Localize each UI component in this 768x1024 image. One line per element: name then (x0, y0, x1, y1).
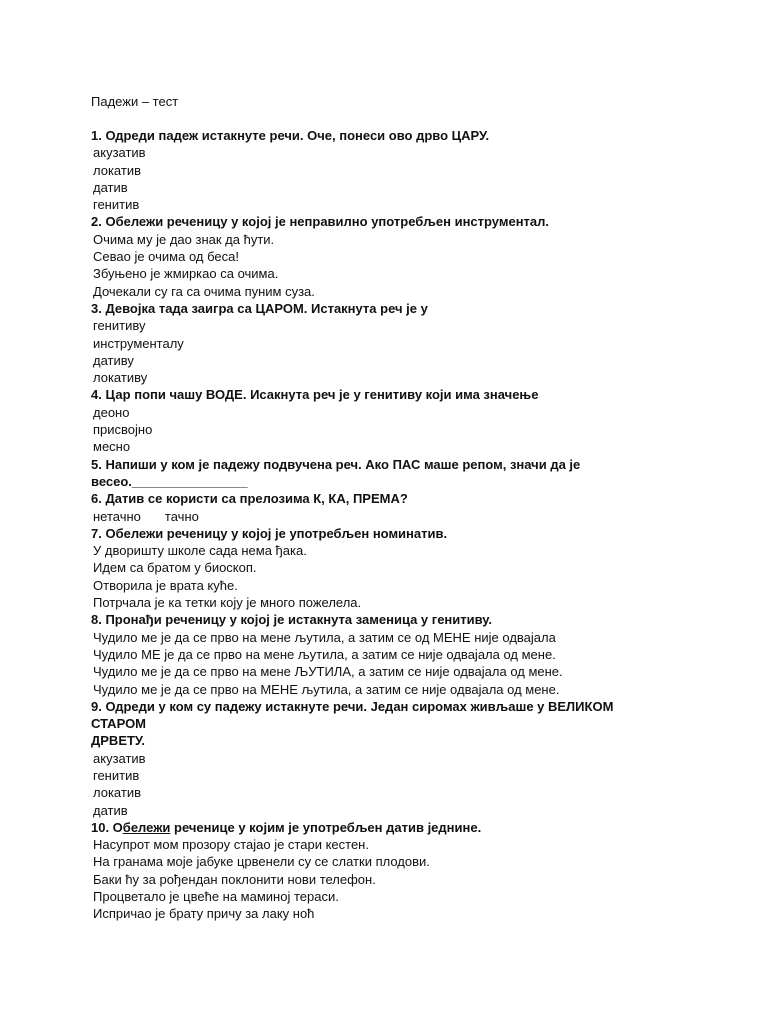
question-4: 4. Цар попи чашу ВОДЕ. Исакнута реч је у генитиву који има значење (91, 387, 539, 403)
option[interactable]: деоно (93, 404, 130, 420)
option[interactable]: нетачно (93, 508, 141, 524)
option[interactable]: локатив (93, 785, 142, 801)
question-5: 5. Напиши у ком је падежу подвучена реч. Ако ПАС маше репом, значи да је (91, 456, 581, 472)
question-6-options (91, 508, 651, 525)
option[interactable]: месно (93, 439, 131, 455)
option[interactable]: инструменталу (93, 335, 184, 351)
option[interactable]: Чудило ме је да се прво на мене ЉУТИЛА, а затим се није одвајала од мене. (93, 664, 563, 680)
option[interactable]: датив (93, 179, 128, 195)
question-1: 1. Одреди падеж истакнуте речи. Оче, понеси ово дрво ЦАРУ. (91, 128, 490, 143)
question-5-answer-line[interactable]: весео.________________ (91, 473, 248, 489)
option[interactable]: Очима му је дао знак да ћути. (93, 231, 275, 247)
option[interactable]: Отворила је врата куће. (93, 577, 238, 593)
option[interactable]: У дворишту школе сада нема ђака. (93, 543, 307, 559)
option[interactable]: На гранама моје јабуке црвенели су се слатки плодови. (93, 854, 430, 870)
option[interactable]: Насупрот мом прозору стајао је стари кестен. (93, 837, 369, 853)
option[interactable]: Чудило ме је да се прво на МЕНЕ љутила, а затим се није одвајала од мене. (93, 681, 560, 697)
option[interactable]: локатив (93, 162, 142, 178)
option[interactable]: датив (93, 802, 128, 818)
option[interactable]: генитив (93, 767, 140, 783)
option[interactable]: акузатив (93, 145, 146, 161)
option[interactable]: Испричао је брату причу за лаку ноћ (93, 906, 315, 922)
option[interactable]: Збуњено је жмиркао са очима. (93, 266, 279, 282)
question-6: 6. Датив се користи са прелозима К, КА, ПРЕМА? (91, 491, 408, 507)
option[interactable]: тачно (164, 508, 199, 524)
option[interactable]: генитив (93, 197, 140, 213)
option[interactable]: Процветало је цвеће на маминој тераси. (93, 889, 339, 905)
option[interactable]: Баки ћу за рођендан поклонити нови телефон. (93, 871, 376, 887)
option[interactable]: генитиву (93, 318, 146, 334)
question-3: 3. Девојка тада заигра са ЦАРОМ. Истакнута реч је у (91, 300, 428, 316)
test-page (91, 93, 651, 923)
option[interactable]: Потрчала је ка тетки коју је много пожелела. (93, 595, 362, 611)
question-10-prefix: 10. О (91, 819, 123, 835)
page-title: Падежи – тест (91, 94, 179, 109)
question-9: 9. Одреди у ком су падежу истакнуте речи. Један сиромах живљаше у ВЕЛИКОМ СТАРОМ (91, 698, 614, 732)
option[interactable]: Чудило ме је да се прво на мене љутила, а затим се од МЕНЕ није одвајала (93, 629, 556, 645)
option[interactable]: локативу (93, 370, 148, 386)
option[interactable]: дативу (93, 352, 134, 368)
option[interactable]: присвојно (93, 422, 153, 438)
question-10-underlined: бележи (122, 819, 171, 835)
question-9-continued: ДРВЕТУ. (91, 733, 146, 749)
option[interactable]: Севао је очима од беса! (93, 249, 239, 265)
question-2: 2. Обележи реченицу у којој је неправилно употребљен инструментал. (91, 214, 550, 230)
question-10-rest: реченице у којим је употребљен датив једнине. (170, 819, 482, 835)
option[interactable]: акузатив (93, 750, 146, 766)
question-8: 8. Пронађи реченицу у којој је истакнута заменица у генитиву. (91, 612, 492, 628)
option[interactable]: Чудило МЕ је да се прво на мене љутила, а затим се није одвајала од мене. (93, 646, 556, 662)
option[interactable]: Идем са братом у биоскоп. (93, 560, 257, 576)
question-7: 7. Обележи реченицу у којој је употребљен номинатив. (91, 525, 448, 541)
option[interactable]: Дочекали су га са очима пуним суза. (93, 283, 315, 299)
question-10 (91, 819, 651, 836)
